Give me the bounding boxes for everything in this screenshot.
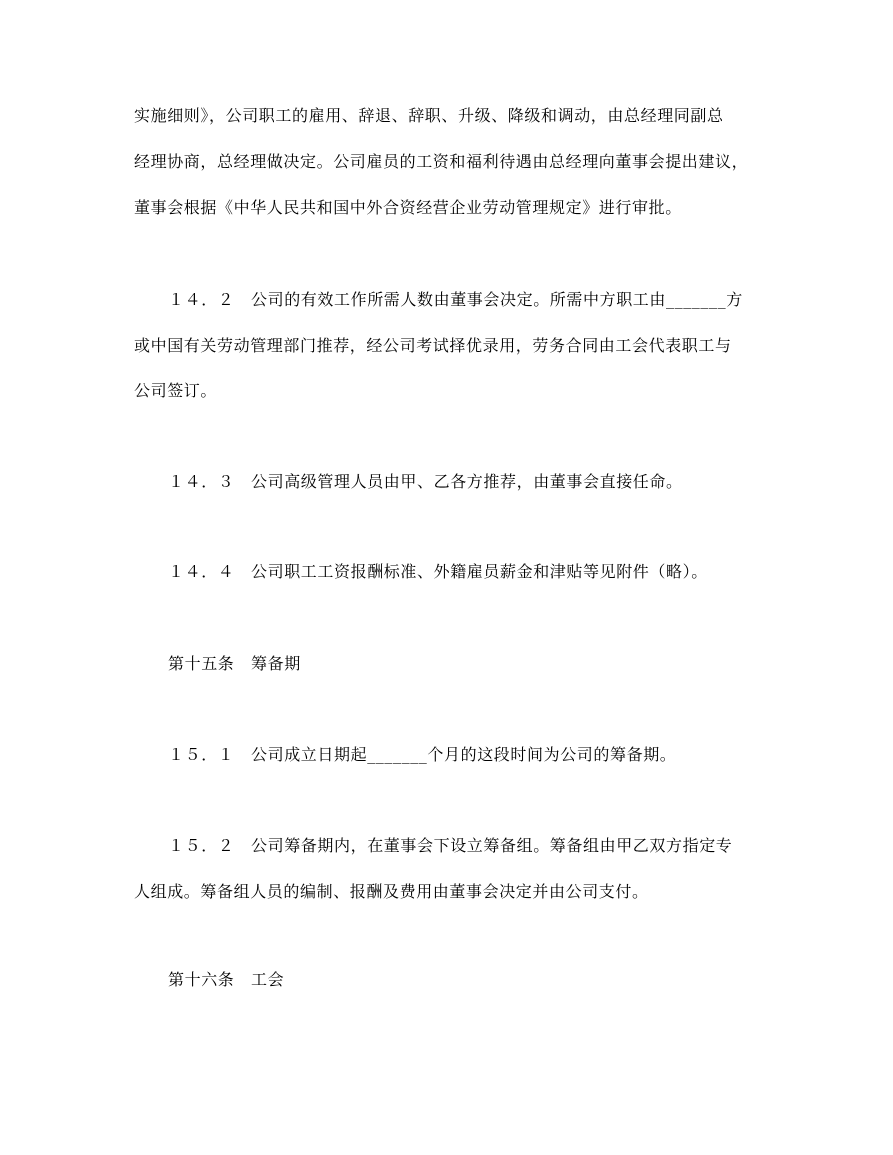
paragraph-line: 人组成。筹备组人员的编制、报酬及费用由董事会决定并由公司支付。 bbox=[134, 882, 649, 901]
article-16-heading: 第十六条 工会 bbox=[168, 970, 285, 989]
paragraph-line: 董事会根据《中华人民共和国中外合资经营企业劳动管理规定》进行审批。 bbox=[134, 198, 682, 217]
paragraph-line: 或中国有关劳动管理部门推荐，经公司考试择优录用，劳务合同由工会代表职工与 bbox=[134, 336, 732, 355]
clause-14-3-line: １４．３ 公司高级管理人员由甲、乙各方推荐，由董事会直接任命。 bbox=[168, 472, 683, 491]
article-15-heading: 第十五条 筹备期 bbox=[168, 654, 301, 673]
paragraph-line: 实施细则》，公司职工的雇用、辞退、辞职、升级、降级和调动，由总经理同副总 bbox=[134, 106, 724, 125]
paragraph-line: 公司签订。 bbox=[134, 381, 218, 400]
clause-15-1-line: １５．１ 公司成立日期起_______个月的这段时间为公司的筹备期。 bbox=[168, 745, 677, 764]
paragraph-line: 经理协商，总经理做决定。公司雇员的工资和福利待遇由总经理向董事会提出建议， bbox=[134, 152, 749, 171]
clause-14-2-line: １４．２ 公司的有效工作所需人数由董事会决定。所需中方职工由_______方 bbox=[168, 290, 743, 309]
clause-14-4-line: １４．４ 公司职工工资报酬标准、外籍雇员薪金和津贴等见附件（略）。 bbox=[168, 562, 708, 581]
clause-15-2-line: １５．２ 公司筹备期内，在董事会下设立筹备组。筹备组由甲乙双方指定专 bbox=[168, 836, 733, 855]
